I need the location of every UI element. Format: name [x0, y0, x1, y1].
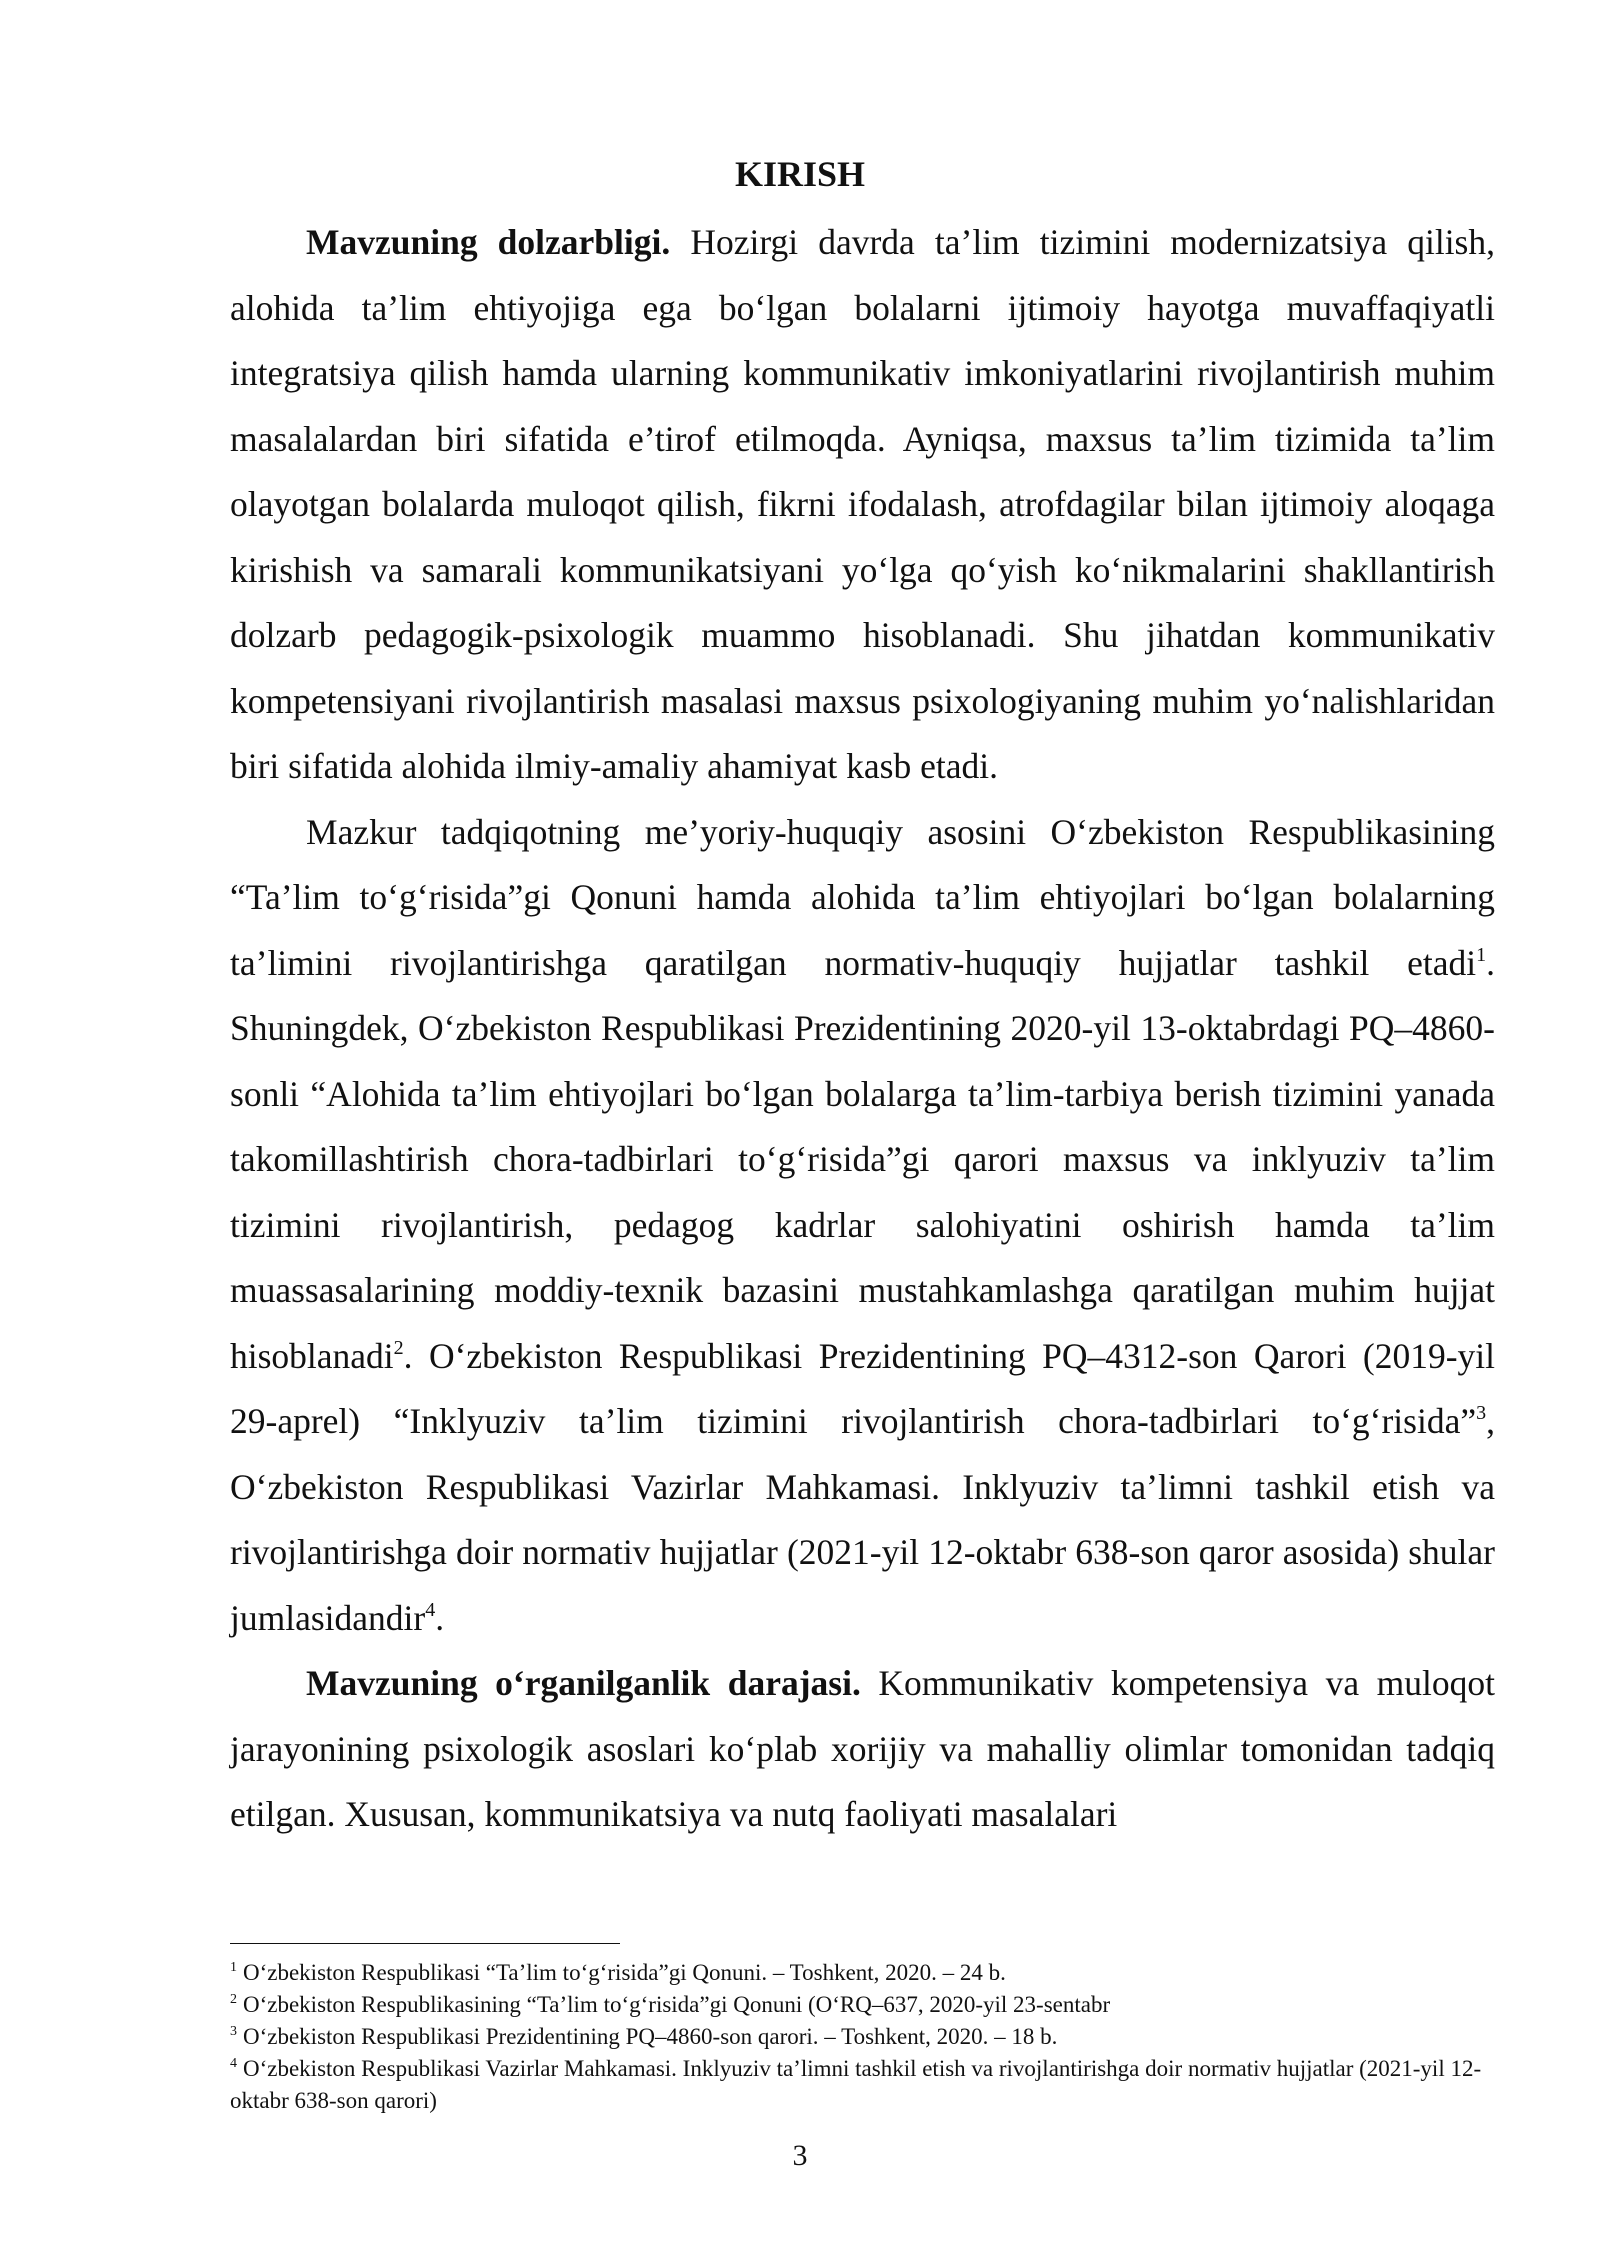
page-number: 3: [792, 2139, 808, 2172]
footnote-item: [230, 1957, 1495, 1989]
paragraph-text: Hozirgi davrda ta’lim tizimini modernizatsiya qilish, alohida ta’lim ehtiyojiga ega bo‘lgan bolalarni ijtimoiy hayotga muvaffaqiyatli integratsiya qilish hamda ularning kommunikativ imkoniyatlarini rivojlantirish muhim masalalardan biri sifatida e’tirof etilmoqda. Ayniqsa, maxsus ta’lim tizimida ta’lim olayotgan bolalarda muloqot qilish, fikrni ifodalash, atrofdagilar bilan ijtimoiy aloqaga kirishish va samarali kommunikatsiyani yo‘lga qo‘yish ko‘nikmalarini shakllantirish dolzarb pedagogik-psixologik muammo hisoblanadi. Shu jihatdan kommunikativ kompetensiyani rivojlantirish masalasi maxsus psixologiyaning muhim yo‘nalishlaridan biri sifatida alohida ilmiy-amaliy ahamiyat kasb etadi.: [230, 222, 1495, 786]
paragraph-text: . O‘zbekiston Respublikasi Prezidentining PQ–4312-son Qarori (2019-yil 29-aprel) “Inklyuziv ta’lim tizimini rivojlantirish chora-tadbirlari to‘g‘risida”: [230, 1335, 1495, 1441]
footnote-item: [230, 2053, 1495, 2117]
body-text: [230, 210, 1495, 1848]
footnote-text: O‘zbekiston Respublikasi “Ta’lim to‘g‘risida”gi Qonuni. – Toshkent, 2020. – 24 b.: [243, 1960, 1006, 1985]
footnotes: [230, 1957, 1495, 2117]
footnote-ref-2[interactable]: 2: [393, 1336, 404, 1359]
footnote-text: O‘zbekiston Respublikasi Vazirlar Mahkamasi. Inklyuziv ta’limni tashkil etish va rivojlantirishga doir normativ hujjatlar (2021-yil 12-oktabr 638-son qarori): [230, 2056, 1482, 2113]
paragraph-text: Mazkur tadqiqotning me’yoriy-huquqiy asosini O‘zbekiston Respublikasining “Ta’lim to‘g‘risida”gi Qonuni hamda alohida ta’lim ehtiyojlari bo‘lgan bolalarning ta’limini rivojlantirishga qaratilgan normativ-huquqiy hujjatlar tashkil etadi: [230, 811, 1495, 983]
paragraph-text: Kommunikativ kompetensiya va muloqot jarayonining psixologik asoslari ko‘plab xorijiy va mahalliy olimlar tomonidan tadqiq etilgan. Xususan, kommunikatsiya va nutq faoliyati masalalari: [230, 1663, 1495, 1834]
paragraph-relevance: [230, 210, 1495, 800]
footnote-ref-1[interactable]: 1: [1476, 943, 1487, 966]
footnote-number: 3: [230, 2024, 237, 2039]
paragraph-heading: Mavzuning o‘rganilganlik darajasi.: [306, 1663, 861, 1703]
footnote-separator: [230, 1943, 620, 1944]
paragraph-heading: Mavzuning dolzarbligi.: [306, 222, 671, 262]
paragraph-text: .: [435, 1597, 445, 1638]
footnote-number: 1: [230, 1960, 237, 1975]
paragraph-text: , O‘zbekiston Respublikasi Vazirlar Mahkamasi. Inklyuziv ta’limni tashkil etish va rivojlantirishga doir normativ hujjatlar (2021-yil 12-oktabr 638-son qaror asosida) shular jumlasidandir: [230, 1401, 1495, 1638]
footnote-number: 2: [230, 1992, 237, 2007]
paragraph-legal-basis: [230, 800, 1495, 1652]
section-title: KIRISH: [734, 154, 866, 194]
footnote-text: O‘zbekiston Respublikasi Prezidentining PQ–4860-son qarori. – Toshkent, 2020. – 18 b.: [243, 2024, 1058, 2049]
footnote-item: [230, 1989, 1495, 2021]
footnote-ref-4[interactable]: 4: [425, 1598, 436, 1621]
footnote-item: [230, 2021, 1495, 2053]
footnote-text: O‘zbekiston Respublikasining “Ta’lim to‘g‘risida”gi Qonuni (O‘RQ–637, 2020-yil 23-sentabr: [243, 1992, 1111, 2017]
paragraph-text: . Shuningdek, O‘zbekiston Respublikasi Prezidentining 2020-yil 13-oktabrdagi PQ–4860-sonli “Alohida ta’lim ehtiyojlari bo‘lgan bolalarga ta’lim-tarbiya berish tizimini yanada takomillashtirish chora-tadbirlari to‘g‘risida”gi qarori maxsus va inklyuziv ta’lim tizimini rivojlantirish, pedagog kadrlar salohiyatini oshirish hamda ta’lim muassasalarining moddiy-texnik bazasini mustahkamlashga qaratilgan muhim hujjat hisoblanadi: [230, 942, 1495, 1376]
paragraph-study-degree: [230, 1651, 1495, 1848]
footnote-ref-3[interactable]: 3: [1476, 1402, 1487, 1424]
footnote-number: 4: [230, 2056, 237, 2071]
